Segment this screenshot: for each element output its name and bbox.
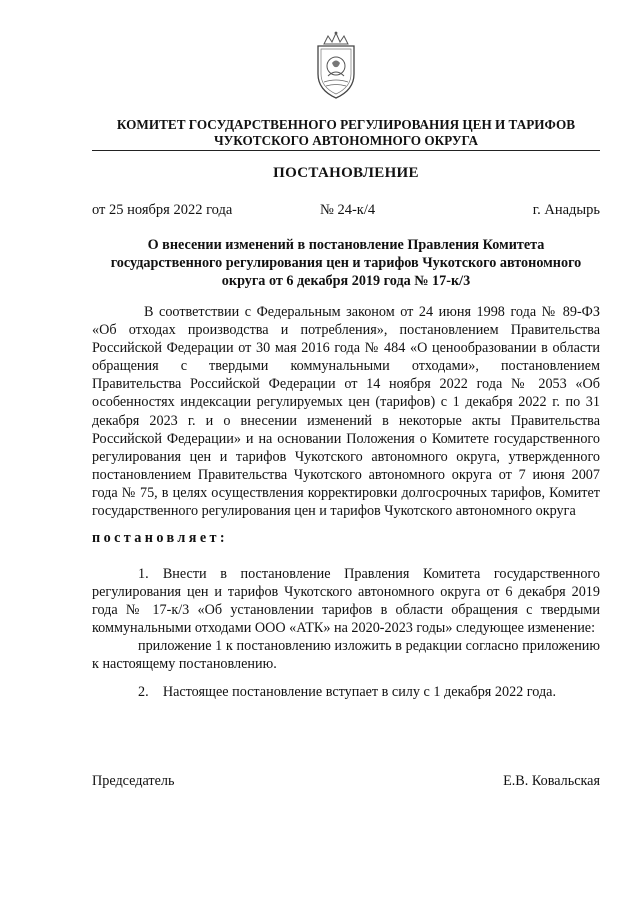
document-city: г. Анадырь bbox=[532, 202, 600, 218]
header-divider bbox=[92, 150, 600, 151]
clause-2 bbox=[92, 683, 600, 701]
chukotka-coat-of-arms-icon bbox=[310, 30, 362, 102]
committee-line-1: КОМИТЕТ ГОСУДАРСТВЕННОГО РЕГУЛИРОВАНИЯ ЦЕН И ТАРИФОВ bbox=[116, 117, 576, 132]
preamble-text: В соответствии с Федеральным законом от 24 июня 1998 года № 89-ФЗ «Об отходах производства и потребления», постановлением Правительства Российской Федерации от 30 мая 2016 года № 484 «О ценообразовании в области обращения с твердыми коммунальными отходами», постановлением Правительства Российской Федерации от 14 ноября 2022 года № 2053 «Об особенностях индексации регулируемых цен (тарифов) с 1 декабря 2022 г. по 31 декабря 2023 г. и о внесении изменений в некоторые акты Правительства Российской Федерации» и на основании Положения о Комитете государственного регулирования цен и тарифов Чукотского автономного округа, утвержденного постановлением Правительства Чукотского автономного округа от 7 июня 2007 года № 75, в целях осуществления корректировки долгосрочных тарифов, Комитет государственного регулирования цен и тарифов Чукотского автономного округа bbox=[92, 304, 600, 520]
heading-line-1: О внесении изменений в постановление Правления Комитета bbox=[147, 237, 545, 253]
clause-2-text: 2. Настоящее постановление вступает в силу с 1 декабря 2022 года. bbox=[138, 684, 557, 700]
clause-1-subtext: приложение 1 к постановлению изложить в редакции согласно приложению к настоящему постановлению. bbox=[92, 638, 600, 673]
heading-line-3: округа от 6 декабря 2019 года № 17-к/3 bbox=[221, 273, 471, 289]
clause-1 bbox=[92, 565, 600, 674]
document-number: № 24-к/4 bbox=[320, 202, 376, 218]
signatory-position: Председатель bbox=[92, 773, 175, 789]
document-heading bbox=[92, 236, 600, 290]
preamble-paragraph bbox=[92, 303, 600, 520]
decree-word: постановляет: bbox=[92, 530, 229, 546]
heading-line-2: государственного регулирования цен и тарифов Чукотского автономного bbox=[110, 255, 582, 271]
clause-1-text: 1. Внести в постановление Правления Комитета государственного регулирования цен и тарифов Чукотского автономного округа от 6 декабря 2019 года № 17-к/3 «Об установлении тарифов в области обращения с твердыми коммунальными отходами ООО «АТК» на 2020-2023 годы» следующее изменение: bbox=[92, 566, 600, 637]
document-type: ПОСТАНОВЛЕНИЕ bbox=[273, 165, 419, 181]
committee-name bbox=[92, 117, 600, 149]
document-date: от 25 ноября 2022 года bbox=[92, 202, 233, 218]
committee-line-2: ЧУКОТСКОГО АВТОНОМНОГО ОКРУГА bbox=[213, 133, 479, 148]
signatory-name: Е.В. Ковальская bbox=[503, 773, 600, 789]
